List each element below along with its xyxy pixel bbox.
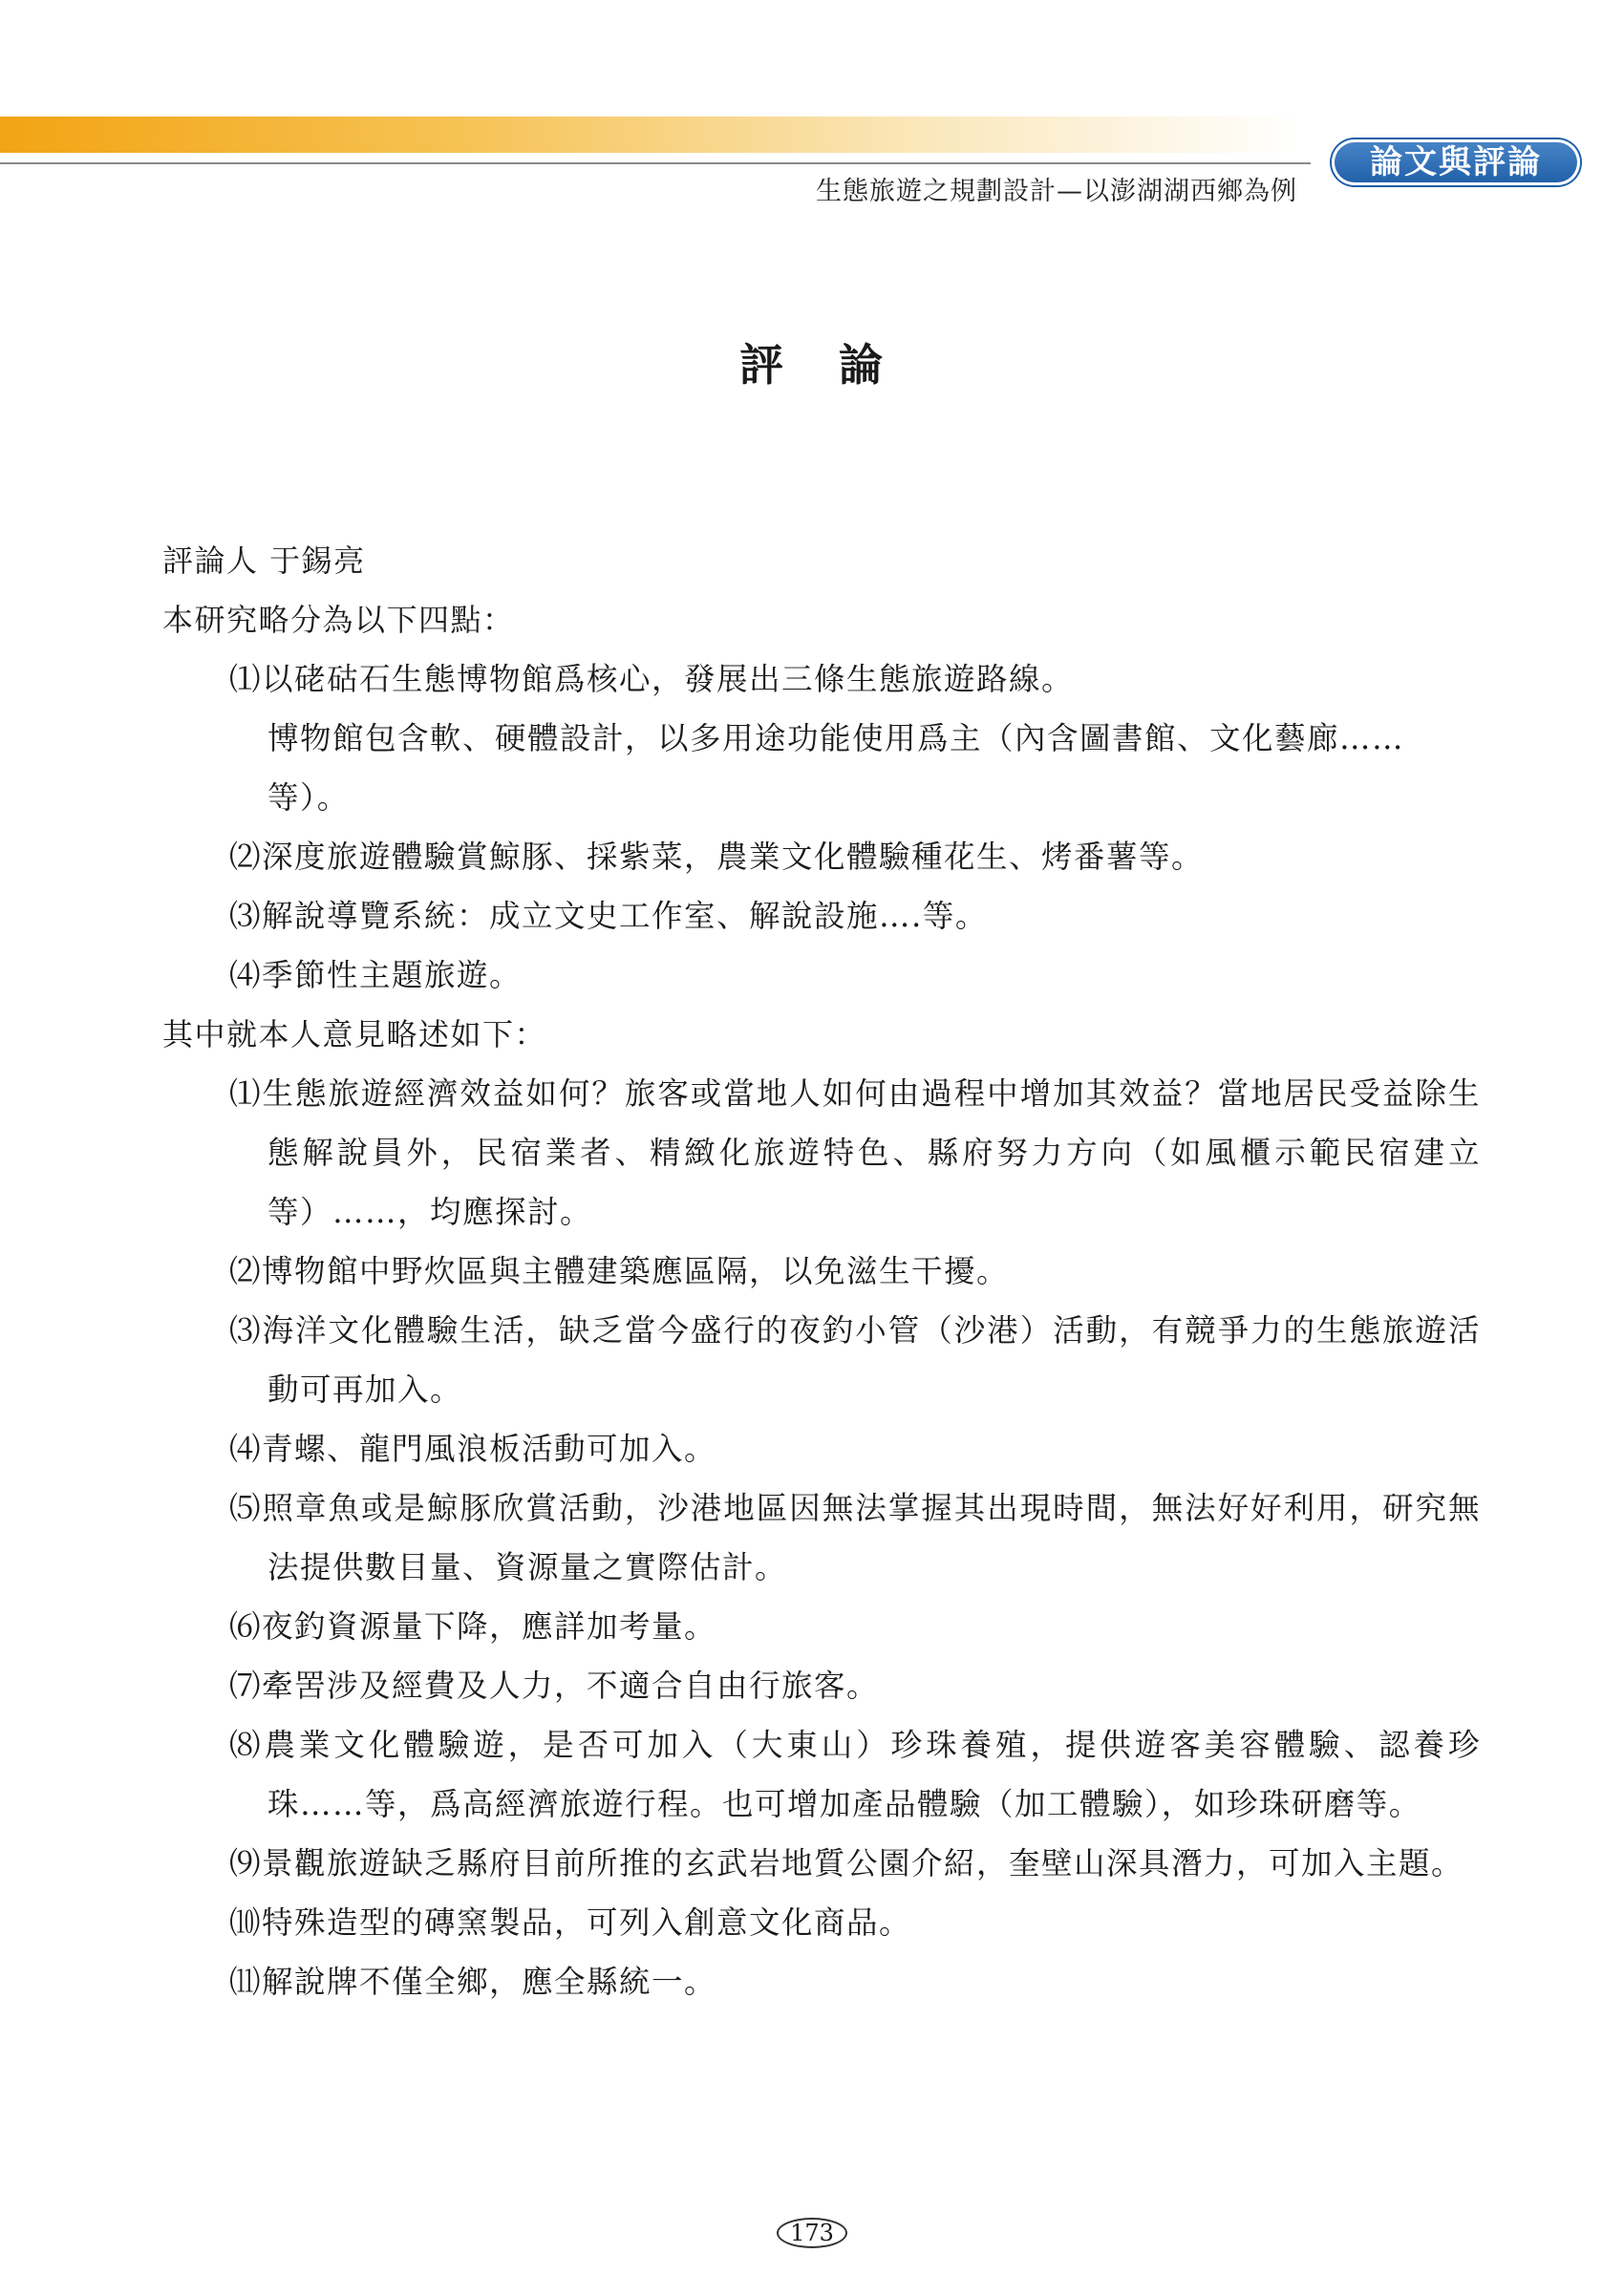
header-color-band xyxy=(0,117,1299,153)
opinion-item-5: ⑸照章魚或是鯨豚欣賞活動，沙港地區因無法掌握其出現時間，無法好好利用，研究無法提供數目量、資源量之實際估計。 xyxy=(229,1490,1481,1585)
opinion-item-8: ⑻農業文化體驗遊，是否可加入（大東山）珍珠養殖，提供遊客美容體驗、認養珍珠……等，爲高經濟旅遊行程。也可增加產品體驗（加工體驗），如珍珠研磨等。 xyxy=(229,1727,1481,1822)
opinion-item-3: ⑶海洋文化體驗生活，缺乏當今盛行的夜釣小管（沙港）活動，有競爭力的生態旅遊活動可再加入。 xyxy=(229,1312,1481,1408)
page-title-char-1: 評 xyxy=(739,339,785,391)
opinion-item-2: ⑵博物館中野炊區與主體建築應區隔，以免滋生干擾。 xyxy=(229,1253,1010,1289)
summary-item-4: ⑷季節性主題旅遊。 xyxy=(229,957,523,993)
section-badge: 論文與評論 xyxy=(1332,139,1580,185)
summary-item-3: ⑶解說導覽系統：成立文史工作室、解說設施….等。 xyxy=(229,898,988,934)
commentary-body xyxy=(162,531,1481,2011)
opinion-item-1: ⑴生態旅遊經濟效益如何？旅客或當地人如何由過程中增加其效益？當地居民受益除生態解說員外，民宿業者、精緻化旅遊特色、縣府努力方向（如風櫃示範民宿建立等）……，均應探討。 xyxy=(229,1075,1481,1230)
page-title-char-2: 論 xyxy=(839,339,885,391)
running-title: 生態旅遊之規劃設計—以澎湖湖西鄉為例 xyxy=(816,177,1297,206)
reviewer-line: 評論人 于錫亮 xyxy=(162,542,366,579)
opinion-intro: 其中就本人意見略述如下： xyxy=(162,1016,547,1052)
opinion-item-4: ⑷青螺、龍門風浪板活動可加入。 xyxy=(229,1431,717,1467)
summary-item-1: ⑴以硓𥑮石生態博物館爲核心，發展出三條生態旅遊路線。 xyxy=(229,661,1075,697)
header-rule xyxy=(0,162,1311,164)
opinion-item-7: ⑺牽罟涉及經費及人力，不適合自由行旅客。 xyxy=(229,1668,880,1704)
opinion-item-11: ⑾解說牌不僅全鄉，應全縣統一。 xyxy=(229,1964,717,2000)
page-number xyxy=(0,2218,1624,2248)
opinion-item-6: ⑹夜釣資源量下降，應詳加考量。 xyxy=(229,1608,717,1645)
opinion-item-9: ⑼景觀旅遊缺乏縣府目前所推的玄武岩地質公園介紹，奎壁山深具潛力，可加入主題。 xyxy=(229,1845,1464,1881)
page-number-label: 173 xyxy=(777,2218,847,2248)
summary-item-1-continued: 博物館包含軟、硬體設計，以多用途功能使用爲主（內含圖書館、文化藝廊……等）。 xyxy=(267,720,1405,816)
summary-item-2: ⑵深度旅遊體驗賞鯨豚、採紫菜，農業文化體驗種花生、烤番薯等。 xyxy=(229,839,1205,875)
page-title xyxy=(0,330,1624,393)
summary-intro: 本研究略分為以下四點： xyxy=(162,602,515,638)
opinion-item-10: ⑽特殊造型的磚窯製品，可列入創意文化商品。 xyxy=(229,1904,912,1941)
